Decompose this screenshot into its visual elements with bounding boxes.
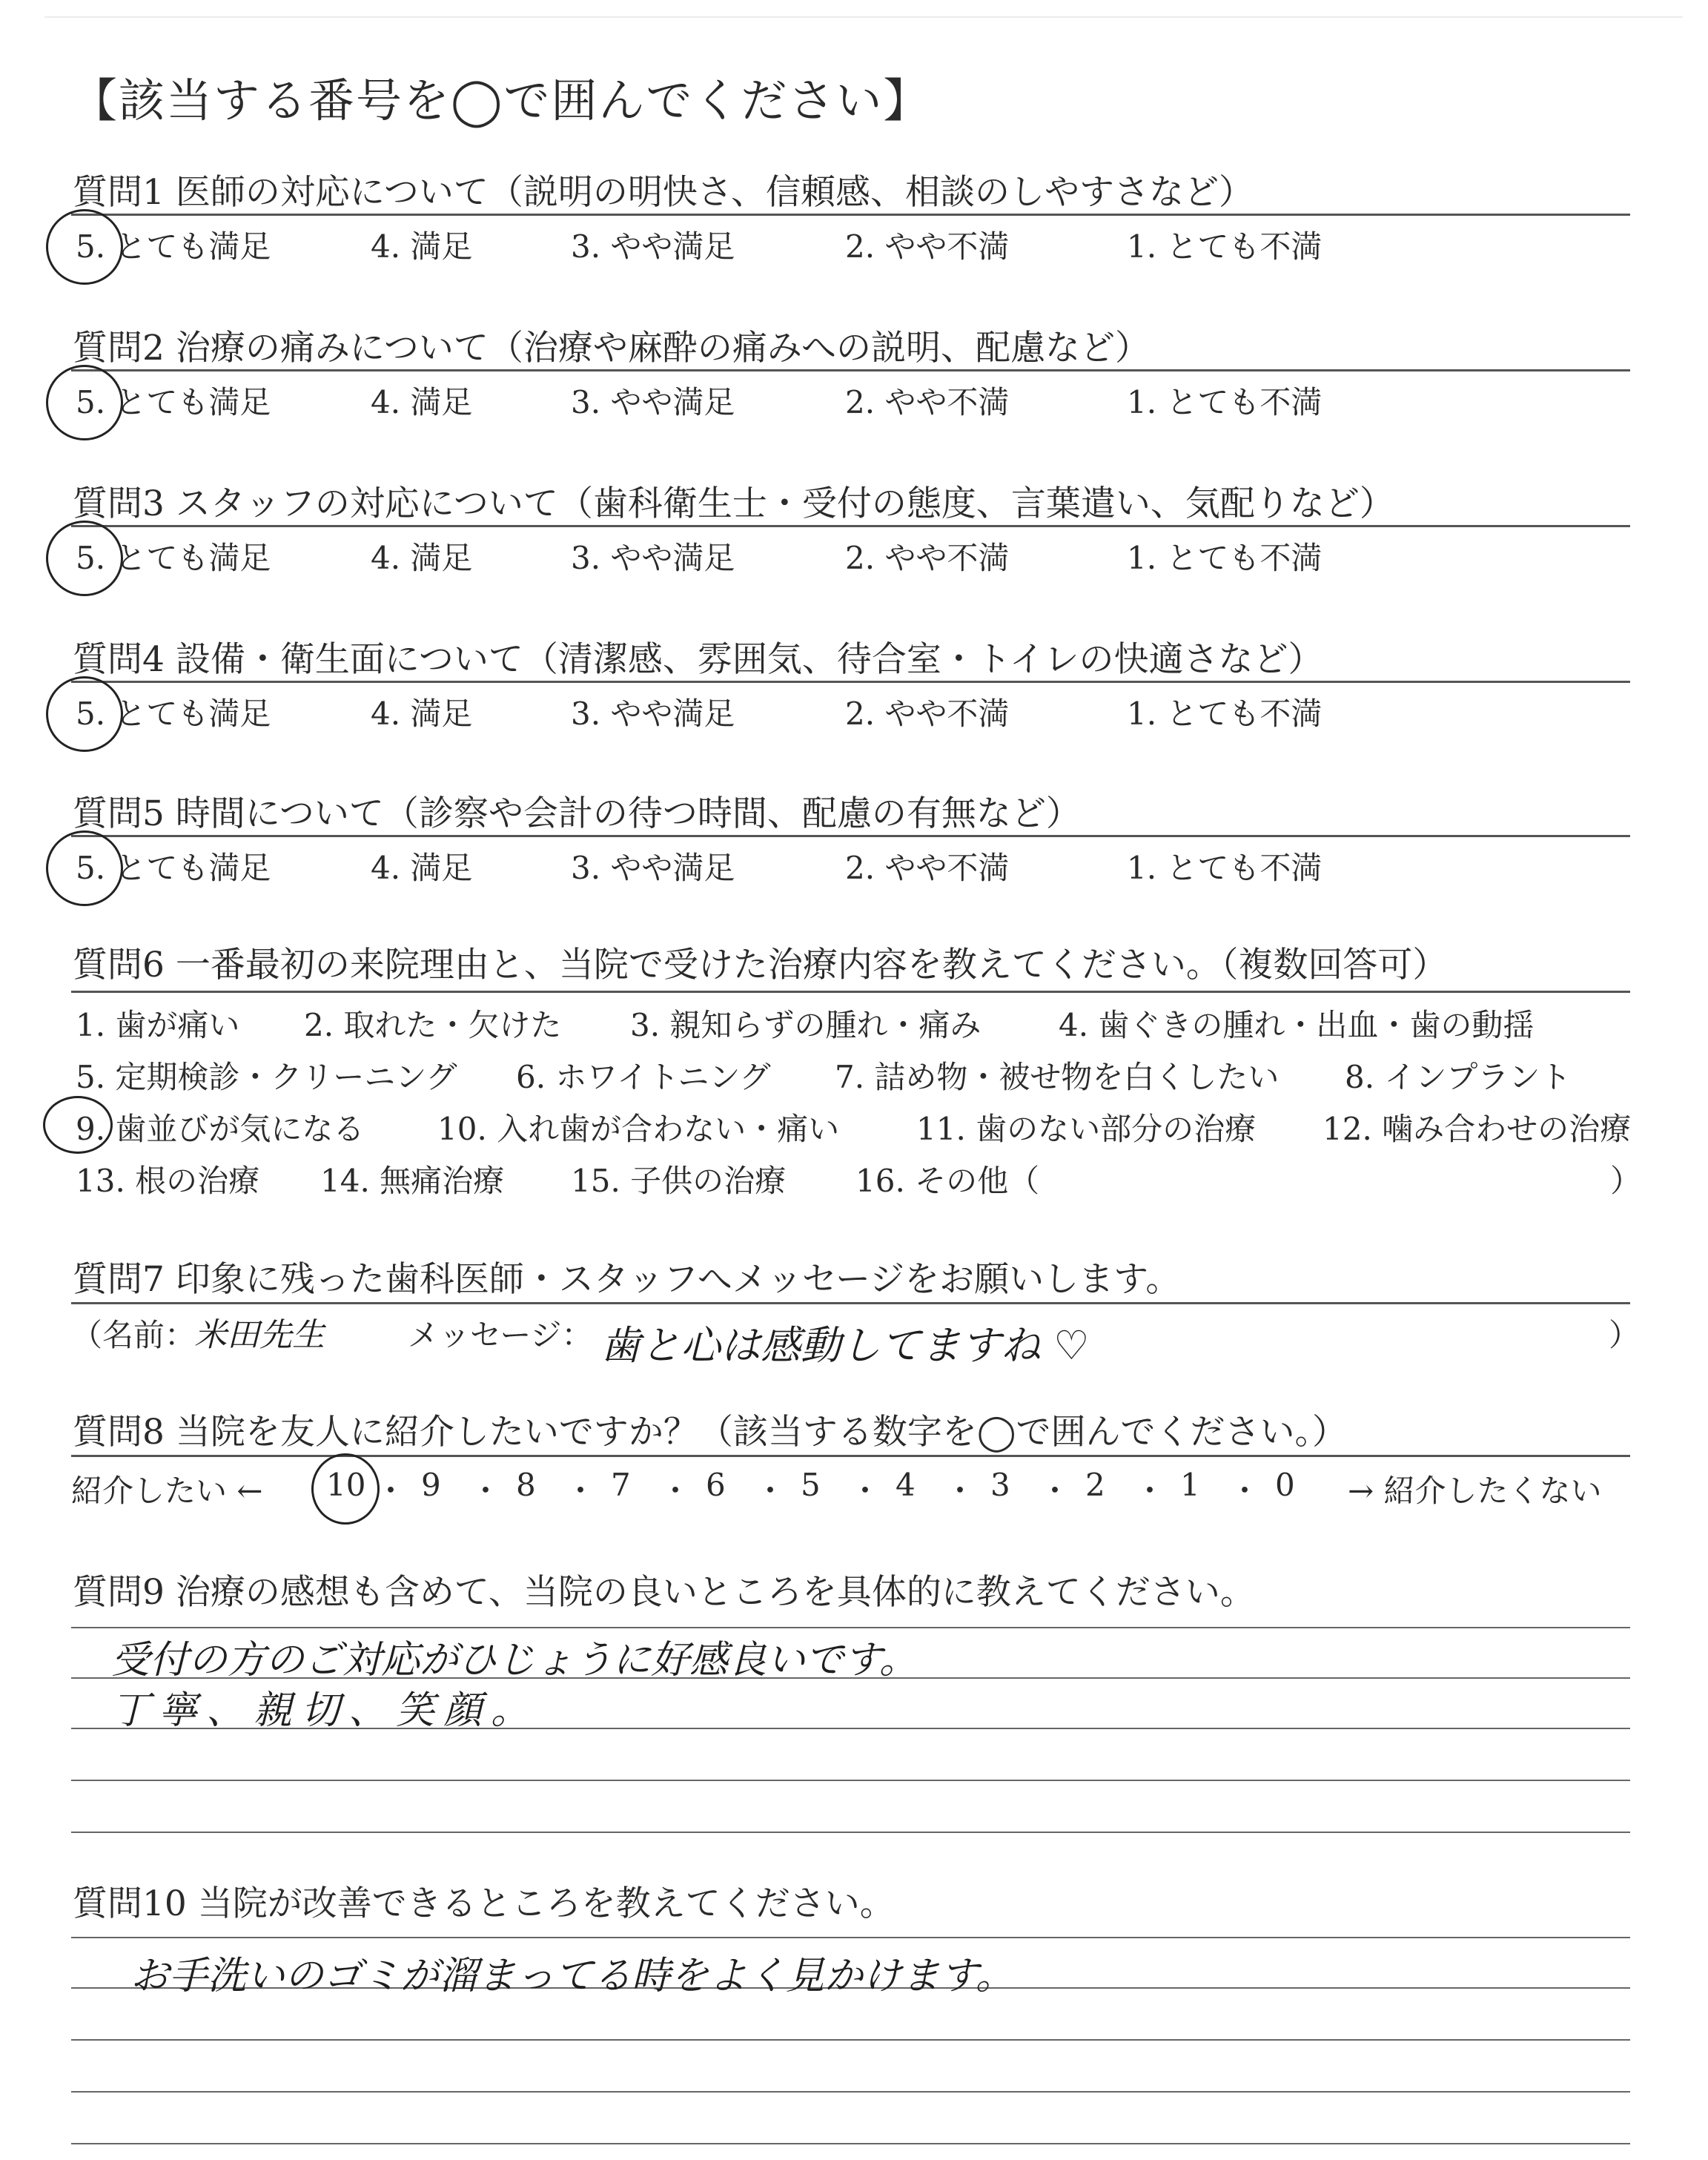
q8-separator: ・ [850,1473,881,1509]
q8-scale-9[interactable]: 9 [421,1467,441,1503]
q8-scale-7[interactable]: 7 [611,1467,631,1503]
q8-scale-0[interactable]: 0 [1275,1467,1295,1503]
q5-heading: 質問5 時間について（診察や会計の待つ時間、配慮の有無など） [73,793,1081,834]
q2-option-3[interactable]: 3. やや満足 [571,384,735,420]
q6-option[interactable]: 3. 親知らずの腫れ・痛み [630,1007,982,1043]
q8-left-label: 紹介したい ← [71,1473,263,1509]
q2-option-5[interactable]: 5. とても満足 [76,384,271,420]
q4-option-5[interactable]: 5. とても満足 [76,696,271,732]
q4-option-2[interactable]: 2. やや不満 [845,696,1010,732]
q5-option-5[interactable]: 5. とても満足 [76,850,271,886]
q3-heading: 質問3 スタッフの対応について（歯科衛生士・受付の態度、言葉遣い、気配りなど） [73,483,1394,524]
q1-option-4[interactable]: 4. 満足 [371,228,473,265]
q2-heading: 質問2 治療の痛みについて（治療や麻酔の痛みへの説明、配慮など） [73,328,1150,369]
q6-option[interactable]: 5. 定期検診・クリーニング [76,1059,457,1095]
q2-option-1[interactable]: 1. とても不満 [1127,384,1323,420]
q6-option[interactable]: 13. 根の治療 [76,1163,260,1199]
q8-scale-6[interactable]: 6 [706,1467,726,1503]
q10-line-3 [71,2039,1630,2041]
q6-option[interactable]: 16. その他（ [855,1163,1040,1199]
q6-option[interactable]: 10. 入れ歯が合わない・痛い [437,1111,840,1147]
q1-option-5[interactable]: 5. とても満足 [76,228,271,265]
q8-separator: ・ [755,1473,787,1509]
q8-scale-8[interactable]: 8 [516,1467,536,1503]
q10-line-4 [71,2091,1630,2093]
page-title: 【該当する番号を◯で囲んでください】 [71,73,931,128]
q6-heading: 質問6 一番最初の来院理由と、当院で受けた治療内容を教えてください。（複数回答可） [73,945,1448,985]
q9-heading: 質問9 治療の感想も含めて、当院の良いところを具体的に教えてください。 [73,1572,1255,1613]
q8-scale-2[interactable]: 2 [1085,1467,1105,1503]
page-top-edge [44,16,1683,18]
q6-option[interactable]: 6. ホワイトニング [516,1059,771,1095]
q7-name-value: 米田先生 [194,1316,325,1354]
q1-option-1[interactable]: 1. とても不満 [1127,228,1323,265]
q2-option-2[interactable]: 2. やや不満 [845,384,1010,420]
q1-heading: 質問1 医師の対応について（説明の明快さ、信頼感、相談のしやすさなど） [73,172,1254,213]
q5-option-3[interactable]: 3. やや満足 [571,850,735,886]
q4-option-4[interactable]: 4. 満足 [371,696,473,732]
q7-message-label: メッセージ： [408,1317,593,1353]
q6-option[interactable]: 2. 取れた・欠けた [304,1007,562,1043]
q8-separator: ・ [470,1473,502,1509]
q2-option-4[interactable]: 4. 満足 [371,384,473,420]
q9-line-4 [71,1780,1630,1781]
q8-right-label: → 紹介したくない [1348,1473,1602,1509]
q2-rule [71,369,1630,371]
q10-line-5 [71,2143,1630,2144]
q6-option[interactable]: 8. インプラント [1345,1059,1572,1095]
q6-option[interactable]: 1. 歯が痛い [76,1007,240,1043]
q10-line-1 [71,1937,1630,1938]
q3-option-3[interactable]: 3. やや満足 [571,540,735,576]
q9-answer-line-2: 丁寧、親切、笑顔。 [111,1688,539,1733]
q6-option[interactable]: 7. 詰め物・被せ物を白くしたい [835,1059,1280,1095]
q8-separator: ・ [1039,1473,1071,1509]
q8-scale-1[interactable]: 1 [1180,1467,1200,1503]
q1-selection-circle [46,209,123,285]
q6-option[interactable]: 4. 歯ぐきの腫れ・出血・歯の動揺 [1059,1007,1535,1043]
q10-answer-line-1: お手洗いのゴミが溜まってる時をよく見かけます。 [130,1954,1014,1998]
q6-rule [71,991,1630,993]
q6-option[interactable]: ） [1610,1163,1642,1199]
q6-selection-circle [43,1096,113,1154]
q8-scale-5[interactable]: 5 [801,1467,821,1503]
q3-option-4[interactable]: 4. 満足 [371,540,473,576]
q3-option-2[interactable]: 2. やや不満 [845,540,1010,576]
q6-option[interactable]: 12. 噛み合わせの治療 [1323,1111,1632,1147]
q8-scale-3[interactable]: 3 [990,1467,1010,1503]
q3-option-5[interactable]: 5. とても満足 [76,540,271,576]
q7-message-value: 歯と心は感動してますね ♡ [600,1322,1090,1369]
q8-separator: ・ [565,1473,597,1509]
q7-rule [71,1302,1630,1304]
q8-scale-10[interactable]: 10 [326,1467,366,1503]
q4-rule [71,681,1630,683]
q9-answer-line-1: 受付の方のご対応がひじょうに好感良いです。 [111,1638,918,1682]
q8-separator: ・ [375,1473,407,1509]
q8-separator: ・ [944,1473,976,1509]
q8-heading: 質問8 当院を友人に紹介したいですか？（該当する数字を◯で囲んでください。） [73,1412,1347,1453]
q6-option[interactable]: 11. 歯のない部分の治療 [916,1111,1257,1147]
q4-selection-circle [46,676,123,752]
q8-scale-4[interactable]: 4 [896,1467,916,1503]
q8-separator: ・ [1229,1473,1261,1509]
q2-selection-circle [46,365,123,440]
q6-option[interactable]: 15. 子供の治療 [571,1163,787,1199]
q5-rule [71,835,1630,837]
q6-option[interactable]: 14. 無痛治療 [320,1163,505,1199]
q4-option-1[interactable]: 1. とても不満 [1127,696,1323,732]
q1-rule [71,214,1630,216]
q8-rule [71,1455,1630,1457]
q3-selection-circle [46,521,123,596]
q9-line-5 [71,1832,1630,1833]
q7-close-paren: ） [1609,1317,1641,1353]
q3-option-1[interactable]: 1. とても不満 [1127,540,1323,576]
q8-separator: ・ [1134,1473,1166,1509]
q5-selection-circle [46,830,123,906]
q3-rule [71,525,1630,527]
q4-option-3[interactable]: 3. やや満足 [571,696,735,732]
q4-heading: 質問4 設備・衛生面について（清潔感、雰囲気、待合室・トイレの快適さなど） [73,639,1323,680]
q6-option[interactable]: 9. 歯並びが気になる [76,1111,365,1147]
q10-heading: 質問10 当院が改善できるところを教えてください。 [73,1883,895,1924]
q8-separator: ・ [660,1473,692,1509]
q8-selection-circle [311,1453,380,1525]
q5-option-2[interactable]: 2. やや不満 [845,850,1010,886]
q5-option-1[interactable]: 1. とても不満 [1127,850,1323,886]
q1-option-2[interactable]: 2. やや不満 [845,228,1010,265]
q7-name-label: （名前： [71,1317,196,1353]
q7-heading: 質問7 印象に残った歯科医師・スタッフへメッセージをお願いします。 [73,1259,1181,1300]
q5-option-4[interactable]: 4. 満足 [371,850,473,886]
q1-option-3[interactable]: 3. やや満足 [571,228,735,265]
